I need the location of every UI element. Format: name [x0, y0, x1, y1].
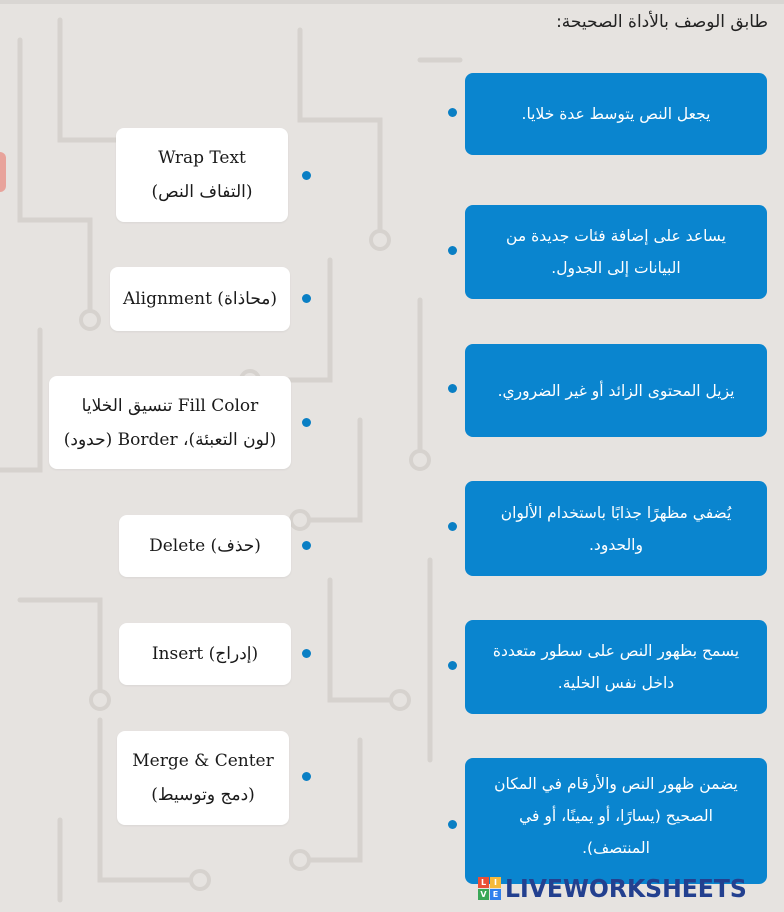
tool-connector-dot[interactable]	[302, 294, 311, 303]
tool-connector-dot[interactable]	[302, 541, 311, 550]
description-connector-dot[interactable]	[448, 820, 457, 829]
logo-letter: L	[478, 877, 489, 888]
tool-card-wrap-text[interactable]	[116, 128, 288, 222]
description-card[interactable]: يضمن ظهور النص والأرقام في المكان الصحيح (يسارًا، أو يمينًا، أو في المنتصف).	[465, 758, 767, 884]
tool-card-delete[interactable]	[119, 515, 291, 577]
logo-mark-icon	[478, 877, 501, 900]
logo-letter: E	[490, 889, 501, 900]
description-card[interactable]: يساعد على إضافة فئات جديدة من البيانات إلى الجدول.	[465, 205, 767, 299]
tool-card-line2: (لون التعبئة)، Border (حدود)	[63, 429, 277, 450]
tool-connector-dot[interactable]	[302, 772, 311, 781]
description-connector-dot[interactable]	[448, 522, 457, 531]
logo-letter: V	[478, 889, 489, 900]
top-border	[0, 0, 784, 4]
tool-card-alignment[interactable]	[110, 267, 290, 331]
liveworksheets-logo	[478, 873, 762, 903]
tool-card-insert[interactable]	[119, 623, 291, 685]
tool-card-fill-color-border[interactable]	[49, 376, 291, 469]
tool-card-line1: Merge & Center	[132, 751, 274, 771]
tool-connector-dot[interactable]	[302, 418, 311, 427]
tool-card-line1: تنسيق الخلايا Fill Color	[81, 395, 259, 416]
tool-card-line2: (التفاف النص)	[151, 182, 253, 202]
tool-card-line1: Alignment (محاذاة)	[122, 289, 278, 309]
description-connector-dot[interactable]	[448, 661, 457, 670]
description-card[interactable]: يجعل النص يتوسط عدة خلايا.	[465, 73, 767, 155]
description-connector-dot[interactable]	[448, 246, 457, 255]
tool-connector-dot[interactable]	[302, 171, 311, 180]
description-card[interactable]: يسمح بظهور النص على سطور متعددة داخل نفس الخلية.	[465, 620, 767, 714]
description-card[interactable]: يزيل المحتوى الزائد أو غير الضروري.	[465, 344, 767, 437]
logo-letter: I	[490, 877, 501, 888]
tool-card-line2: (دمج وتوسيط)	[151, 785, 255, 805]
tool-card-merge-center[interactable]	[117, 731, 289, 825]
tool-card-line1: Insert (إدراج)	[151, 644, 259, 664]
instruction-text: طابق الوصف بالأداة الصحيحة:	[556, 12, 768, 32]
tool-card-line1: Wrap Text	[158, 148, 246, 168]
description-connector-dot[interactable]	[448, 384, 457, 393]
tool-card-line1: Delete (حذف)	[149, 536, 261, 556]
side-tab[interactable]	[0, 152, 6, 192]
description-card[interactable]: يُضفي مظهرًا جذابًا باستخدام الألوان والحدود.	[465, 481, 767, 576]
description-connector-dot[interactable]	[448, 108, 457, 117]
logo-wordmark: LIVEWORKSHEETS	[505, 873, 747, 903]
tool-connector-dot[interactable]	[302, 649, 311, 658]
